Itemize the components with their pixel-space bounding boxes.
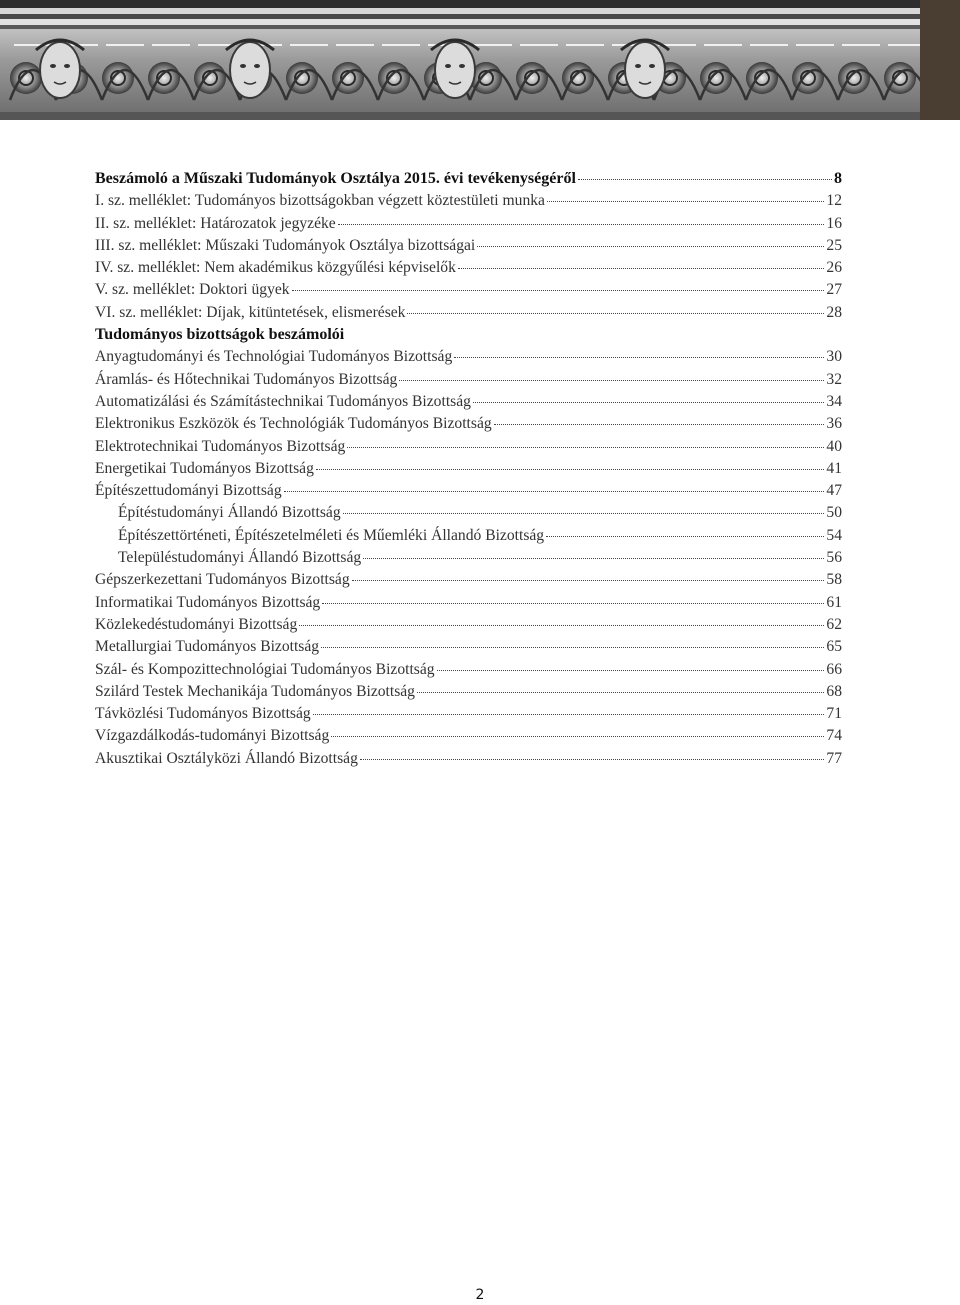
toc-entry-title: Építészettudományi Bizottság: [95, 482, 282, 500]
toc-entry-page: 54: [826, 526, 842, 544]
toc-entry-title: IV. sz. melléklet: Nem akadémikus közgyűlési képviselők: [95, 259, 456, 277]
toc-entry[interactable]: [95, 168, 842, 190]
toc-entry[interactable]: [95, 346, 842, 368]
toc-entry-page: 65: [826, 638, 842, 656]
toc-dot-leader: [473, 401, 824, 403]
toc-entry-page: 26: [826, 259, 842, 277]
toc-entry-title: Közlekedéstudományi Bizottság: [95, 615, 298, 633]
toc-dot-leader: [352, 579, 825, 581]
toc-entry-title: Szilárd Testek Mechanikája Tudományos Bizottság: [95, 682, 415, 700]
toc-entry[interactable]: [95, 569, 842, 591]
toc-entry-page: 30: [826, 348, 842, 366]
toc-dot-leader: [338, 223, 825, 225]
toc-entry[interactable]: [95, 725, 842, 747]
toc-entry[interactable]: [95, 190, 842, 212]
toc-entry-title: Távközlési Tudományos Bizottság: [95, 705, 311, 723]
toc-dot-leader: [284, 490, 825, 492]
toc-section-heading[interactable]: [95, 324, 842, 346]
toc-entry-title: Anyagtudományi és Technológiai Tudományos Bizottság: [95, 348, 453, 366]
toc-entry-title: Építészettörténeti, Építészetelméleti és Műemléki Állandó Bizottság: [118, 526, 545, 544]
toc-entry-page: 62: [826, 615, 842, 633]
toc-dot-leader: [547, 200, 824, 202]
toc-entry-page: 56: [826, 549, 842, 567]
toc-dot-leader: [331, 735, 824, 737]
toc-entry[interactable]: [95, 480, 842, 502]
toc-entry-title: Elektrotechnikai Tudományos Bizottság: [95, 437, 346, 455]
toc-entry-title: Energetikai Tudományos Bizottság: [95, 459, 314, 477]
toc-entry[interactable]: [95, 302, 842, 324]
toc-entry-page: 71: [826, 705, 842, 723]
toc-entry-page: 74: [826, 727, 842, 745]
toc-entry-title: Informatikai Tudományos Bizottság: [95, 593, 321, 611]
toc-entry-title: Tudományos bizottságok beszámolói: [95, 326, 345, 344]
toc-entry-title: Akusztikai Osztályközi Állandó Bizottság: [95, 749, 358, 767]
toc-entry-title: Elektronikus Eszközök és Technológiák Tudományos Bizottság: [95, 415, 492, 433]
toc-entry-title: I. sz. melléklet: Tudományos bizottságokban végzett köztestületi munka: [95, 192, 545, 210]
toc-dot-leader: [458, 267, 825, 269]
toc-entry-title: Metallurgiai Tudományos Bizottság: [95, 638, 320, 656]
toc-entry[interactable]: [95, 391, 842, 413]
toc-entry-page: 40: [826, 437, 842, 455]
toc-entry[interactable]: [95, 458, 842, 480]
toc-entry-title: Településtudományi Állandó Bizottság: [118, 549, 362, 567]
toc-entry-page: 28: [826, 303, 842, 321]
toc-dot-leader: [477, 245, 824, 247]
toc-entry-page: 8: [834, 170, 842, 187]
toc-entry[interactable]: [95, 502, 842, 524]
toc-dot-leader: [343, 512, 825, 514]
toc-entry[interactable]: [95, 681, 842, 703]
toc-entry[interactable]: [95, 636, 842, 658]
toc-entry-page: 61: [826, 593, 842, 611]
toc-dot-leader: [316, 468, 825, 470]
toc-dot-leader: [347, 446, 824, 448]
toc-entry[interactable]: [95, 525, 842, 547]
toc-entry-title: Beszámoló a Műszaki Tudományok Osztálya 2015. évi tevékenységéről: [95, 170, 576, 187]
toc-entry-title: Automatizálási és Számítástechnikai Tudományos Bizottság: [95, 392, 471, 410]
toc-entry-title: II. sz. melléklet: Határozatok jegyzéke: [95, 214, 336, 232]
toc-entry[interactable]: [95, 703, 842, 725]
frieze-icon: [0, 0, 960, 120]
toc-entry-page: 68: [826, 682, 842, 700]
toc-dot-leader: [322, 602, 824, 604]
toc-dot-leader: [299, 624, 824, 626]
toc-entry-title: Áramlás- és Hőtechnikai Tudományos Bizottság: [95, 370, 398, 388]
page-number: 2: [475, 1287, 485, 1303]
toc-entry[interactable]: [95, 748, 842, 770]
toc-entry-title: VI. sz. melléklet: Díjak, kitüntetések, elismerések: [95, 303, 406, 321]
toc-entry[interactable]: [95, 213, 842, 235]
toc-entry[interactable]: [95, 413, 842, 435]
toc-dot-leader: [360, 758, 825, 760]
toc-entry-title: Gépszerkezettani Tudományos Bizottság: [95, 571, 350, 589]
toc-entry-page: 12: [826, 192, 842, 210]
toc-entry-title: Vízgazdálkodás-tudományi Bizottság: [95, 727, 330, 745]
toc-entry[interactable]: [95, 547, 842, 569]
toc-entry-page: 47: [826, 482, 842, 500]
toc-entry-page: 34: [826, 392, 842, 410]
toc-dot-leader: [399, 379, 824, 381]
toc-entry-page: 41: [826, 459, 842, 477]
toc-dot-leader: [494, 423, 825, 425]
toc-entry[interactable]: [95, 369, 842, 391]
toc-entry[interactable]: [95, 257, 842, 279]
toc-entry-page: 32: [826, 370, 842, 388]
toc-entry-title: V. sz. melléklet: Doktori ügyek: [95, 281, 290, 299]
toc-entry[interactable]: [95, 436, 842, 458]
toc-entry[interactable]: [95, 592, 842, 614]
toc-dot-leader: [292, 289, 825, 291]
toc-entry-page: 16: [826, 214, 842, 232]
toc-dot-leader: [363, 557, 824, 559]
toc-dot-leader: [417, 691, 824, 693]
toc-entry-page: 27: [826, 281, 842, 299]
toc-entry[interactable]: [95, 614, 842, 636]
toc-dot-leader: [546, 535, 824, 537]
toc-entry-page: 25: [826, 236, 842, 254]
toc-entry[interactable]: [95, 659, 842, 681]
toc-entry[interactable]: [95, 235, 842, 257]
toc-dot-leader: [454, 356, 824, 358]
toc-dot-leader: [321, 646, 824, 648]
toc-entry-title: Szál- és Kompozittechnológiai Tudományos Bizottság: [95, 660, 435, 678]
toc-dot-leader: [313, 713, 825, 715]
toc-entry-page: 77: [826, 749, 842, 767]
toc-entry-page: 66: [826, 660, 842, 678]
ornamental-banner: [0, 0, 960, 120]
toc-dot-leader: [437, 669, 825, 671]
toc-entry-page: 58: [826, 571, 842, 589]
toc-entry-title: Építéstudományi Állandó Bizottság: [118, 504, 341, 522]
toc-dot-leader: [578, 178, 832, 180]
accent-block: [920, 0, 960, 120]
toc-entry-page: 36: [826, 415, 842, 433]
table-of-contents: [95, 168, 842, 770]
toc-dot-leader: [407, 312, 824, 314]
toc-entry-page: 50: [826, 504, 842, 522]
toc-entry[interactable]: [95, 279, 842, 301]
toc-entry-title: III. sz. melléklet: Műszaki Tudományok Osztálya bizottságai: [95, 236, 476, 254]
